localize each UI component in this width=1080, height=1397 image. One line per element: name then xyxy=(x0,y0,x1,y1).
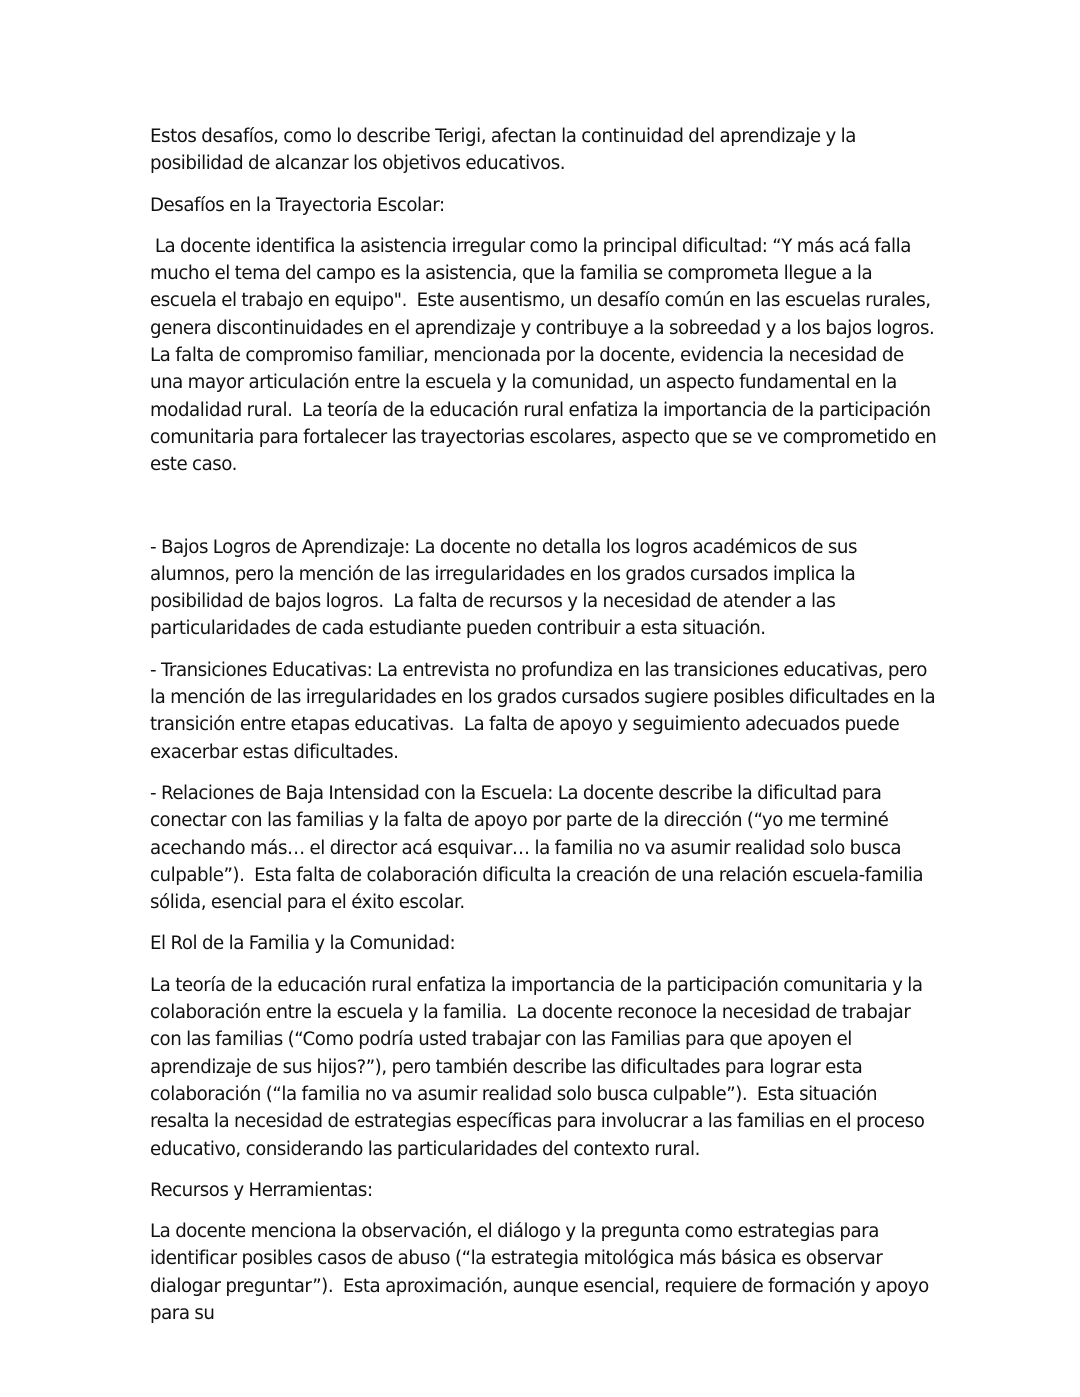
paragraph-recursos: La docente menciona la observación, el diálogo y la pregunta como estrategias para identificar posibles casos de abuso (“la estrategia mitológica más básica es observar dialogar preguntar”). Esta aproximación, aunque esencial, requiere de formación y apoyo para su xyxy=(150,1221,934,1324)
section-heading-trayectoria: Desafíos en la Trayectoria Escolar: xyxy=(150,194,445,216)
list-item-transiciones: - Transiciones Educativas: La entrevista no profundiza en las transiciones educativas, pero la mención de las irregularidades en los grados cursados sugiere posibles dificultades en la transición entre etapas educativas. La falta de apoyo y seguimiento adecuados puede exacerbar estas dificultades. xyxy=(150,659,941,763)
intro-paragraph: Estos desafíos, como lo describe Terigi, afectan la continuidad del aprendizaje y la posibilidad de alcanzar los objetivos educativos. xyxy=(150,126,861,175)
section-heading-recursos: Recursos y Herramientas: xyxy=(150,1179,373,1201)
document-page xyxy=(150,123,945,1341)
list-item-relaciones: - Relaciones de Baja Intensidad con la Escuela: La docente describe la dificultad para conectar con las familias y la falta de apoyo por parte de la dirección (“yo me terminé acechando más… el director acá esquivar… la familia no va asumir realidad solo busca culpable”). Esta falta de colaboración dificulta la creación de una relación escuela-familia sólida, esencial para el éxito escolar. xyxy=(150,782,928,914)
section-heading-familia: El Rol de la Familia y la Comunidad: xyxy=(150,933,456,955)
paragraph-familia: La teoría de la educación rural enfatiza la importancia de la participación comunitaria y la colaboración entre la escuela y la familia. La docente reconoce la necesidad de trabajar con las familias (“Como podría usted trabajar con las Familias para que apoyen el aprendizaje de sus hijos?”), pero también describe las dificultades para lograr esta colaboración (“la familia no va asumir realidad solo busca culpable”). Esta situación resalta la necesidad de estrategias específicas para involucrar a las familias en el proceso educativo, considerando las particularidades del contexto rural. xyxy=(150,974,930,1160)
paragraph-asistencia: La docente identifica la asistencia irregular como la principal dificultad: “Y más acá falla mucho el tema del campo es la asistencia, que la familia se comprometa llegue a la escuela el trabajo en equipo". Este ausentismo, un desafío común en las escuelas rurales, genera discontinuidades en el aprendizaje y contribuye a la sobreedad y a los bajos logros. La falta de compromiso familiar, mencionada por la docente, evidencia la necesidad de una mayor articulación entre la escuela y la comunidad, un aspecto fundamental en la modalidad rural. La teoría de la educación rural enfatiza la importancia de la participación comunitaria para fortalecer las trayectorias escolares, aspecto que se ve comprometido en este caso. xyxy=(150,235,945,476)
list-item-bajos-logros: - Bajos Logros de Aprendizaje: La docente no detalla los logros académicos de sus alumnos, pero la mención de las irregularidades en los grados cursados implica la posibilidad de bajos logros. La falta de recursos y la necesidad de atender a las particularidades de cada estudiante pueden contribuir a esta situación. xyxy=(150,536,862,640)
